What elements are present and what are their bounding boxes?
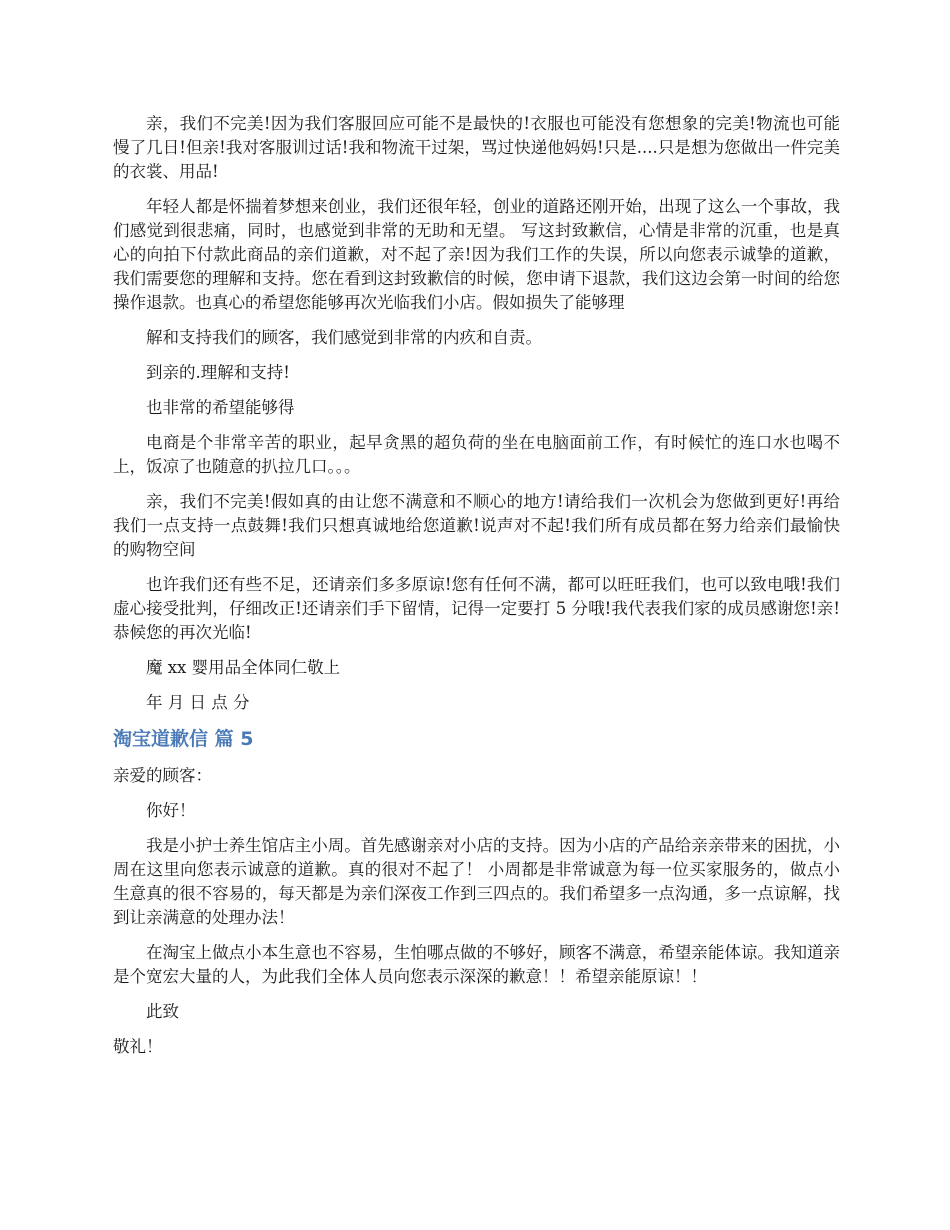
paragraph: 电商是个非常辛苦的职业，起早贪黑的超负荷的坐在电脑面前工作，有时候忙的连口水也喝不上，饭凉了也随意的扒拉几口。。。 [113,433,840,476]
paragraph: 到亲的.理解和支持! [146,363,290,382]
paragraph: 解和支持我们的顾客，我们感觉到非常的内疚和自责。 [146,328,542,347]
signature-line: 魔 xx 婴用品全体同仁敬上 [146,658,341,677]
paragraph: 亲，我们不完美!假如真的由让您不满意和不顺心的地方!请给我们一次机会为您做到更好!再给我们一点支持一点鼓舞!我们只想真诚地给您道歉!说声对不起!我们所有成员都在努力给亲们最愉快的购物空间 [113,492,840,559]
closing-regards: 敬礼！ [113,1037,163,1056]
greeting: 亲爱的顾客： [113,766,212,785]
section-heading: 淘宝道歉信 篇 5 [113,728,254,750]
paragraph: 在淘宝上做点小本生意也不容易，生怕哪点做的不够好，顾客不满意，希望亲能体谅。我知道亲是个宽宏大量的人，为此我们全体人员向您表示深深的歉意！！希望亲能原谅！！ [113,943,840,986]
salutation: 你好！ [146,801,196,820]
paragraph: 也许我们还有些不足，还请亲们多多原谅!您有任何不满，都可以旺旺我们，也可以致电哦!我们虚心接受批判，仔细改正!还请亲们手下留情，记得一定要打 5 分哦!我代表我们家的成员感谢您!亲!恭候您的再次光临! [113,575,840,642]
date-line: 年 月 日 点 分 [146,693,250,712]
document-body [113,112,840,1070]
paragraph: 年轻人都是怀揣着梦想来创业，我们还很年轻，创业的道路还刚开始，出现了这么一个事故，我们感觉到很悲痛，同时，也感觉到非常的无助和无望。 写这封致歉信，心情是非常的沉重，也是真心的向拍下付款此商品的亲们道歉，对不起了亲!因为我们工作的失误，所以向您表示诚挚的道歉，我们需要您的理解和支持。您在看到这封致歉信的时候，您申请下退款，我们这边会第一时间的给您操作退款。也真心的希望您能够再次光临我们小店。假如损失了能够理 [113,197,840,312]
closing-line: 此致 [146,1002,179,1021]
paragraph: 亲，我们不完美!因为我们客服回应可能不是最快的!衣服也可能没有您想象的完美!物流也可能慢了几日!但亲!我对客服训过话!我和物流干过架，骂过快递他妈妈!只是....只是想为您做出一件完美的衣裳、用品! [113,114,840,181]
paragraph: 也非常的希望能够得 [146,398,295,417]
paragraph: 我是小护士养生馆店主小周。首先感谢亲对小店的支持。因为小店的产品给亲亲带来的困扰，小周在这里向您表示诚意的道歉。真的很对不起了！ 小周都是非常诚意为每一位买家服务的，做点小生意真的很不容易的，每天都是为亲们深夜工作到三四点的。我们希望多一点沟通，多一点谅解，找到让亲满意的处理办法！ [113,836,840,927]
